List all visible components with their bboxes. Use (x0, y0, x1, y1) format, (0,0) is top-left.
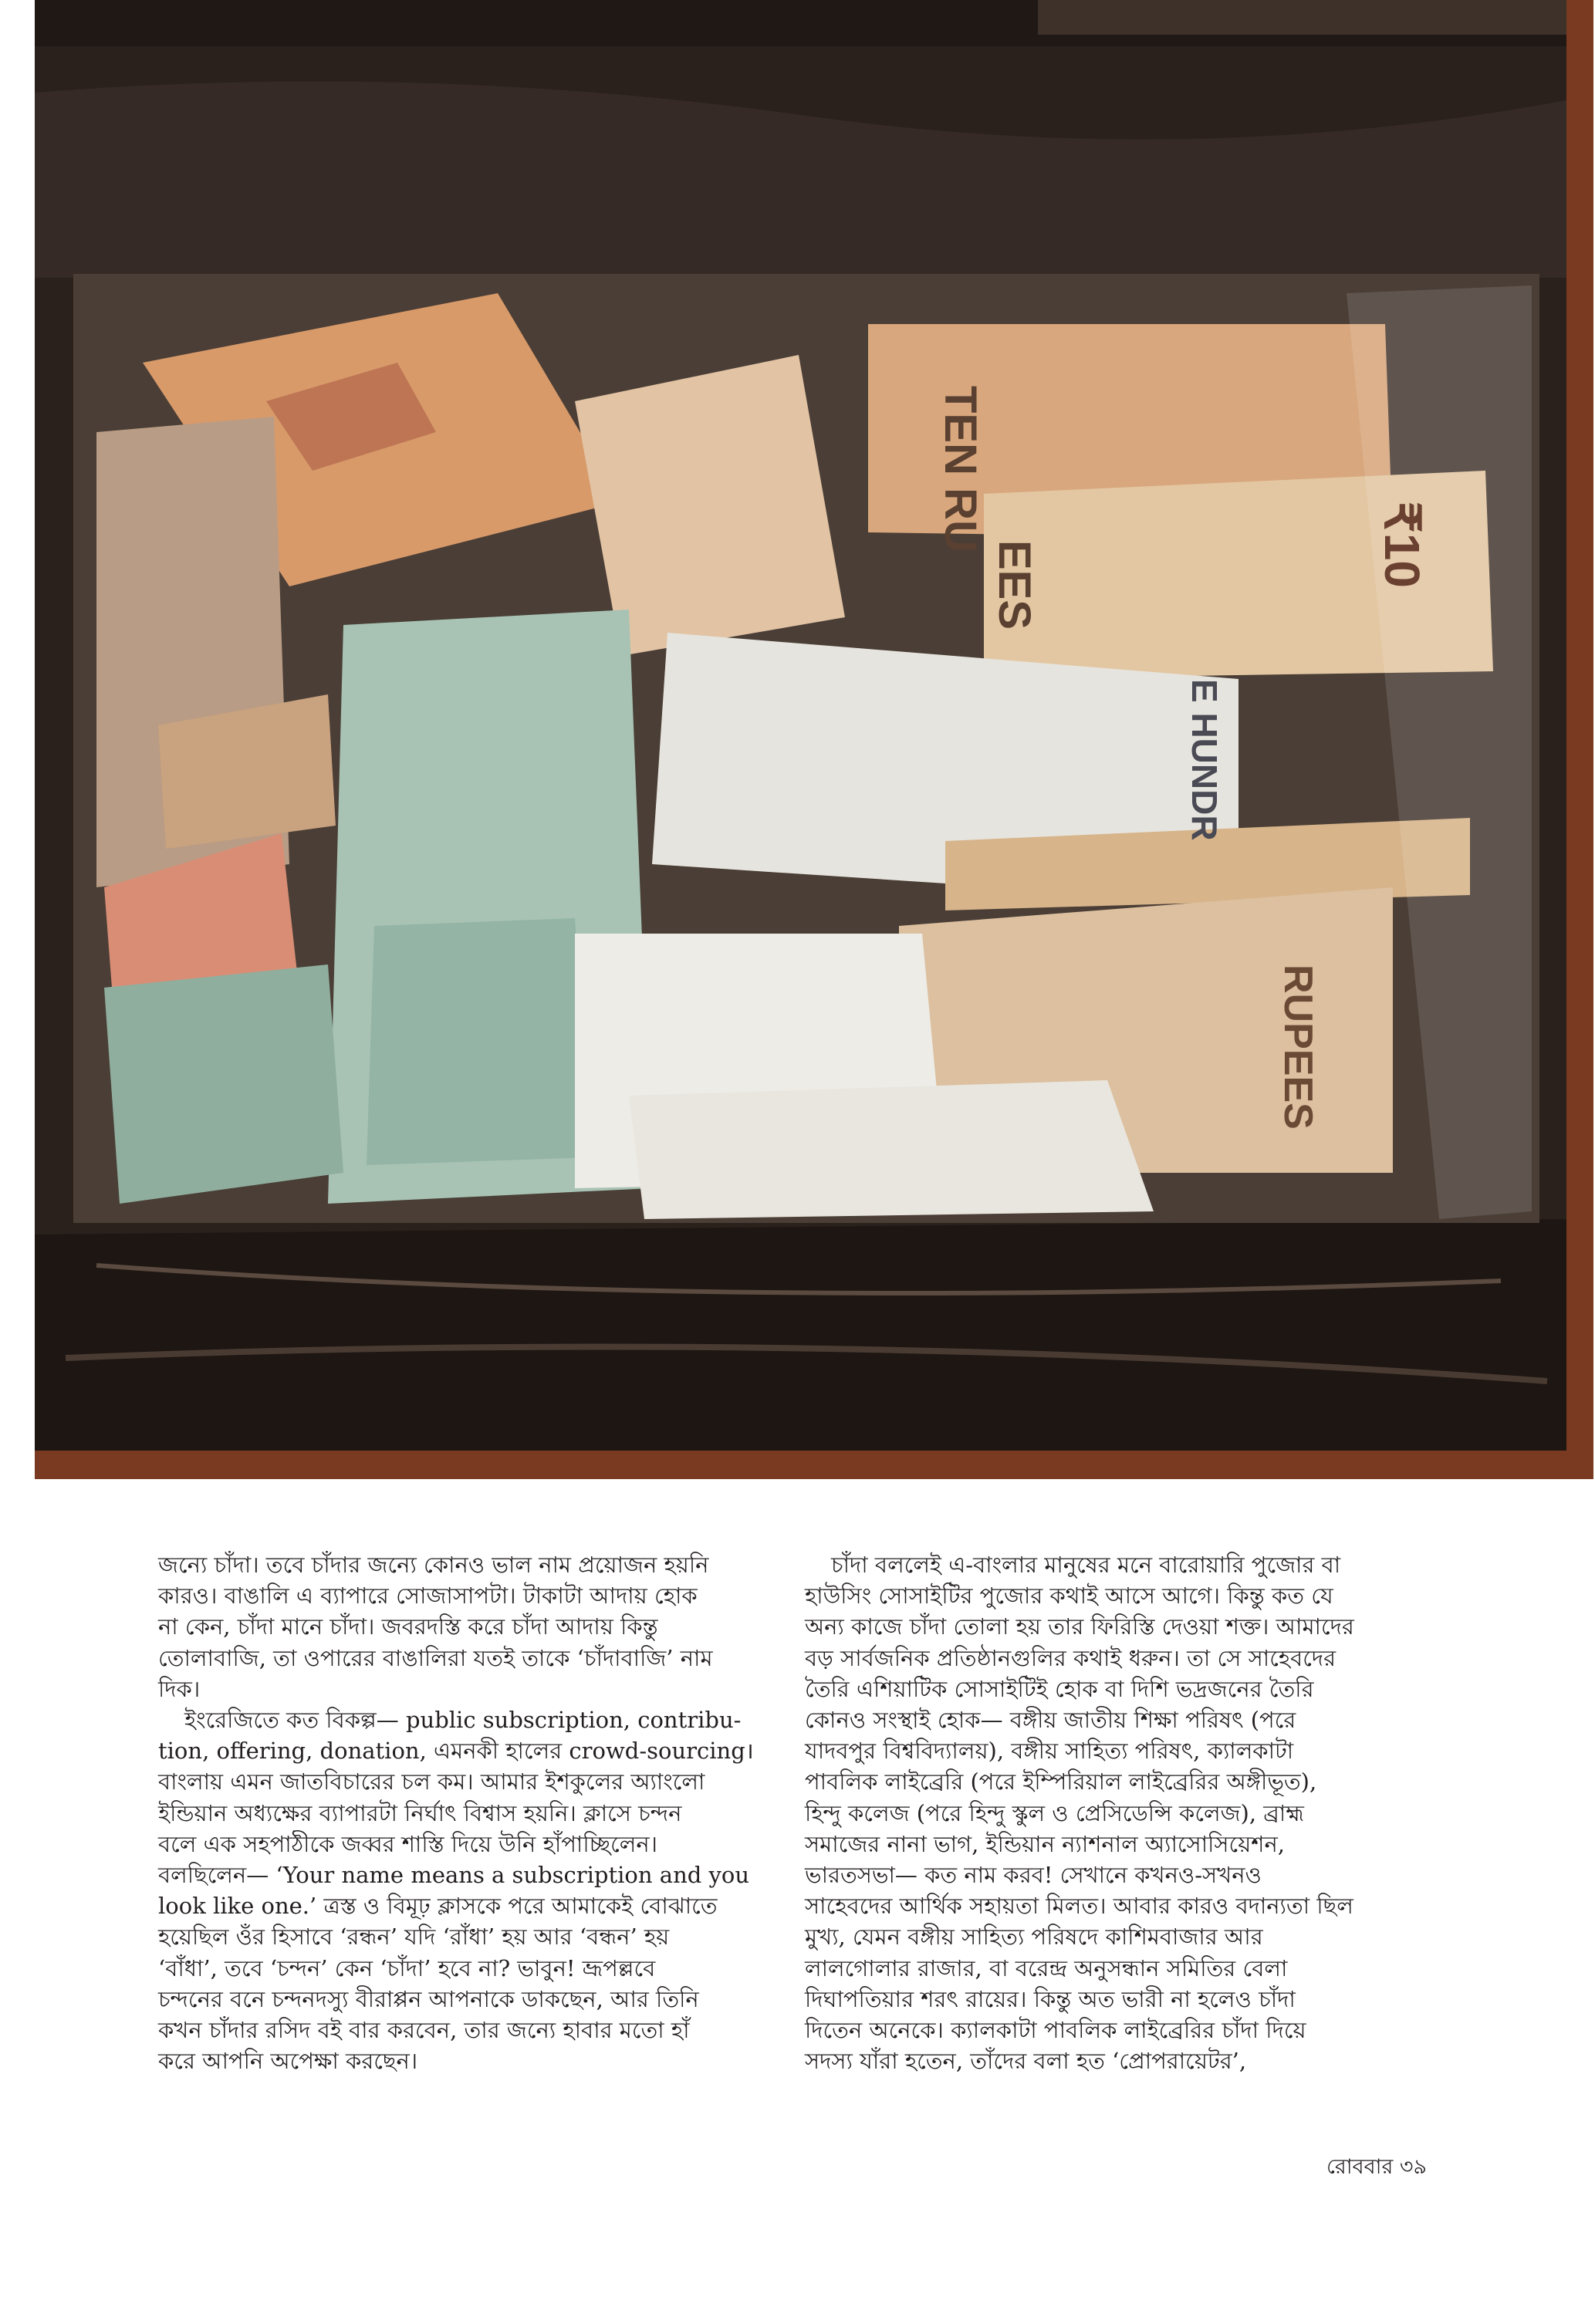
publication-name: রোববার (1326, 2155, 1394, 2179)
note-text-ees: EES (989, 540, 1039, 630)
box-lid-panel (1038, 0, 1566, 35)
box-front (35, 1219, 1566, 1451)
page-number: ৩৯ (1399, 2155, 1427, 2179)
left-paragraph-1: জন্যে চাঁদা। তবে চাঁদার জন্যে কোনও ভাল নাম প্রয়োজন হয়নি কারও। বাঙালি এ ব্যাপারে সোজাসাপটা। টাকাটা আদায় হোক না কেন, চাঁদা মানে চাঁদা। জবরদস্তি করে চাঁদা আদায় কিন্তু তোলাবাজি, তা ওপারের বাঙালিরা যতই তাকে ‘চাঁদাবাজি’ নাম দিক। (158, 1552, 713, 1702)
article-left-column (158, 1549, 756, 2076)
left-paragraph-2: ইংরেজিতে কত বিকল্প— public subscription, contribu- tion, offering, donation, এমনকী হালের crowd-sourcing। বাংলায় এমন জাতবিচারের চল কম। আমার ইশকুলের অ্যাংলো ইন্ডিয়ান অধ্যক্ষের ব্যাপারটা নির্ঘাৎ বিশ্বাস হয়নি। ক্লাসে চন্দন বলে এক সহপাঠীকে জব্বর শাস্তি দিয়ে উনি হাঁপাচ্ছিলেন। বলছিলেন— ‘Your name means a subscription and you look like one.’ ত্রস্ত ও বিমূঢ় ক্লাসকে পরে আমাকেই বোঝাতে হয়েছিল ওঁর হিসাবে ‘রন্ধন’ যদি ‘রাঁধা’ হয় আর ‘বন্ধন’ হয় ‘বাঁধা’, তবে ‘চন্দন’ কেন ‘চাঁদা’ হবে না? ভাবুন! ভ্রূপল্লবে চন্দনের বনে চন্দনদস্যু বীরাপ্পন আপনাকে ডাকছেন, আর তিনি কখন চাঁদার রসিদ বই বার করবেন, তার জন্যে হাবার মতো হাঁ করে আপনি অপেক্ষা করছেন। (158, 1707, 754, 2075)
note-text-ten-symbol: ₹10 (1374, 502, 1430, 588)
page-footer (1326, 2151, 1427, 2186)
donation-box-illustration (35, 0, 1593, 1479)
article-right-column (805, 1549, 1422, 2076)
note-text-ten-ru: TEN RU (935, 386, 985, 552)
note-text-hundred: E HUNDR (1184, 679, 1225, 841)
donation-box-photo (35, 0, 1593, 1479)
right-paragraph-1: চাঁদা বললেই এ-বাংলার মানুষের মনে বারোয়ারি পুজোর বা হাউসিং সোসাইটির পুজোর কথাই আসে আগে। কিন্তু কত যে অন্য কাজে চাঁদা তোলা হয় তার ফিরিস্তি দেওয়া শক্ত। আমাদের বড় সার্বজনিক প্রতিষ্ঠানগুলির কথাই ধরুন। তা সে সাহেবদের তৈরি এশিয়াটিক সোসাইটিই হোক বা দিশি ভদ্রজনের তৈরি কোনও সংস্থাই হোক— বঙ্গীয় জাতীয় শিক্ষা পরিষৎ (পরে যাদবপুর বিশ্ববিদ্যালয়), বঙ্গীয় সাহিত্য পরিষৎ, ক্যালকাটা পাবলিক লাইব্রেরি (পরে ইম্পিরিয়াল লাইব্রেরির অঙ্গীভূত), হিন্দু কলেজ (পরে হিন্দু স্কুল ও প্রেসিডেন্সি কলেজ), ব্রাহ্ম সমাজের নানা ভাগ, ইন্ডিয়ান ন্যাশনাল অ্যাসোসিয়েশন, ভারতসভা— কত নাম করব! সেখানে কখনও-সখনও সাহেবদের আর্থিক সহায়তা মিলত। আবার কারও বদান্যতা ছিল মুখ্য, যেমন বঙ্গীয় সাহিত্য পরিষদে কাশিমবাজার আর লালগোলার রাজার, বা বরেন্দ্র অনুসন্ধান সমিতির বেলা দিঘাপতিয়ার শরৎ রায়ের। কিন্তু অত ভারী না হলেও চাঁদা দিতেন অনেকে। ক্যালকাটা পাবলিক লাইব্রেরির চাঁদা দিয়ে সদস্য যাঁরা হতেন, তাঁদের বলা হত ‘প্রোপরায়েটর’, (805, 1552, 1354, 2075)
note-text-rupees: RUPEES (1276, 964, 1320, 1130)
